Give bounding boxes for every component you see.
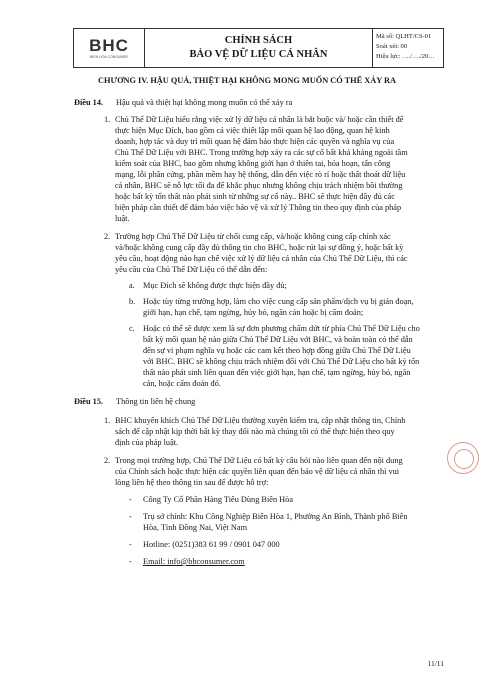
logo-subtitle: BIEN HOA CONSUMER [90,54,128,59]
paragraph-line: cản, hoặc cấm đoán đó. [143,379,221,388]
bullet-dash: - [129,557,132,566]
bullet-dash: - [129,512,132,521]
article-15-title: Thông tin liên hệ chung [116,397,196,406]
document-header [73,28,444,68]
paragraph-line: BHC khuyến khích Chủ Thể Dữ Liệu thường xuyên kiểm tra, cập nhật thông tin, Chính [115,416,406,425]
paragraph-line: định của pháp luật. [115,438,179,447]
paragraph-line: đến sự vi phạm nghĩa vụ hoặc các cam kết theo hợp đồng giữa Chủ Thể Dữ Liệu [143,346,411,355]
contact-address-cont: Hòa, Tỉnh Đồng Nai, Việt Nam [143,523,248,532]
document-title [145,29,373,67]
chapter-title: CHƯƠNG IV. HẬU QUẢ, THIỆT HẠI KHÔNG MONG MUỐN CÓ THỂ XẢY RA [98,76,396,85]
paragraph-line: Chủ Thể Dữ Liệu với BHC. Trong trường hợp xảy ra các sự cố bất khả kháng ngoài tầm [115,148,408,157]
paragraph-line: Trong mọi trường hợp, Chủ Thể Dữ Liệu có bất kỳ câu hỏi nào liên quan đến nội dung [115,456,403,465]
paragraph-line: với BHC. BHC sẽ không chịu trách nhiệm đối với Chủ Thể Dữ Liệu cho bất kỳ tổn [143,357,420,366]
logo-text: BHC [89,35,129,55]
paragraph-line: sách để cập nhật kịp thời bất kỳ thay đổi nào mà chúng tôi có thể thực hiện theo quy [115,427,395,436]
article-14-label: Điều 14. [74,98,104,107]
paragraph-line: Mục Đích sẽ không được thực hiện đầy đủ; [143,281,287,290]
paragraph-line: luật. [115,214,130,223]
paragraph-line: của Chính sách hoặc thực hiện các quyền liên quan đến bảo vệ dữ liệu cá nhân thì vui [115,467,400,476]
paragraph-line: Hoặc có thể sẽ được xem là sự đơn phương chấm dứt từ phía Chủ Thể Dữ Liệu cho [143,324,420,333]
paragraph-line: doanh, hợp tác và duy trì mối quan hệ đảm bảo thực hiện các quyền và nghĩa vụ của [115,137,395,146]
paragraph-line: hoặc bất kỳ tổn thất nào phát sinh từ những sự cố này.. BHC sẽ thực hiện đầy đủ các [115,192,395,201]
effective-date: Hiệu lực: …./…./20… [376,53,435,60]
paragraph-line: bất kỳ mối quan hệ nào giữa Chủ Thể Dữ Liệu với BHC, và hoàn toàn có thể dẫn [143,335,413,344]
paragraph-line: biện pháp cần thiết để đảm bảo việc bảo vệ và xử lý Thông tin theo quy định của pháp [115,203,402,212]
article-15-item-2-num: 2. [104,456,111,465]
article-14-item-2-num: 2. [104,232,111,241]
contact-hotline: Hotline: (0251)383 61 99 / 0901 047 000 [143,540,280,549]
paragraph-line: và/hoặc không cung cấp đầy đủ thông tin cho BHC, hoặc rút lại sự đồng ý, hoặc bất kỳ [115,243,404,252]
paragraph-line: kiểm soát của BHC, bao gồm nhưng không giới hạn ở thiên tai, hỏa hoạn, tấn công [115,159,391,168]
paragraph-line: Trường hợp Chủ Thể Dữ Liệu từ chối cung cấp, và/hoặc không cung cấp chính xác [115,232,391,241]
article-15-item-1-num: 1. [104,416,111,425]
company-stamp [447,442,479,474]
contact-address: Trụ sở chính: Khu Công Nghiệp Biên Hòa 1, Phường An Bình, Thành phố Biên [143,512,408,521]
paragraph-line: yêu cầu, hoạt động nào hạn chế việc xử lý dữ liệu cá nhân của Chủ Thể Dữ Liệu, thì các [115,254,408,263]
paragraph-line: Hoặc tùy từng trường hợp, làm cho việc cung cấp sản phẩm/dịch vụ bị gián đoạn, [143,297,414,306]
company-logo [74,29,145,67]
title-line-1: CHÍNH SÁCH [224,35,293,46]
page-number: 11/11 [427,659,444,668]
article-14-title: Hậu quả và thiệt hại không mong muốn có thể xảy ra [116,98,293,107]
revision: Soát xét: 00 [376,43,408,50]
paragraph-line: thất nào phát sinh liên quan đến việc giới hạn, hạn chế, tạm ngừng, hủy bỏ, ngăn [143,368,411,377]
paragraph-line: mạng, lỗi phần cứng, phần mềm hay hệ thống, dẫn đến việc rò rỉ hoặc thất thoát dữ liệu [115,170,406,179]
contact-email-link[interactable]: Email: info@bhconsumer.com [143,557,245,566]
paragraph-line: thực hiện Mục Đích, bao gồm cả việc thiết lập mối quan hệ lao động, quan hệ kinh [115,126,390,135]
paragraph-line: cá nhân, BHC sẽ nỗ lực tối đa để khắc phục nhưng không chịu trách nhiệm bồi thường [115,181,403,190]
paragraph-line: lòng liên hệ theo thông tin sau để được hỗ trợ: [115,478,269,487]
paragraph-line: yêu cầu của Chủ Thể Dữ Liệu có thể dẫn đến: [115,265,268,274]
sub-item-c-label: c. [129,324,135,333]
sub-item-a-label: a. [129,281,135,290]
article-15-label: Điều 15. [74,397,104,406]
sub-item-b-label: b. [129,297,136,306]
paragraph-line: Chủ Thể Dữ Liệu hiểu rằng việc xử lý dữ liệu cá nhân là bắt buộc và/ hoặc cần thiết để [115,115,404,124]
bullet-dash: - [129,540,132,549]
doc-code: Mã số: QLHT/CS-01 [376,33,432,40]
paragraph-line: giới hạn, hạn chế, tạm ngừng, hủy bỏ, ngăn cản hoặc bị cấm đoán; [143,308,364,317]
article-14-item-1-num: 1. [104,115,111,124]
contact-company: Công Ty Cổ Phần Hàng Tiêu Dùng Biên Hòa [143,495,293,504]
bullet-dash: - [129,495,132,504]
title-line-2: BẢO VỆ DỮ LIỆU CÁ NHÂN [189,49,328,60]
document-meta [373,29,443,67]
